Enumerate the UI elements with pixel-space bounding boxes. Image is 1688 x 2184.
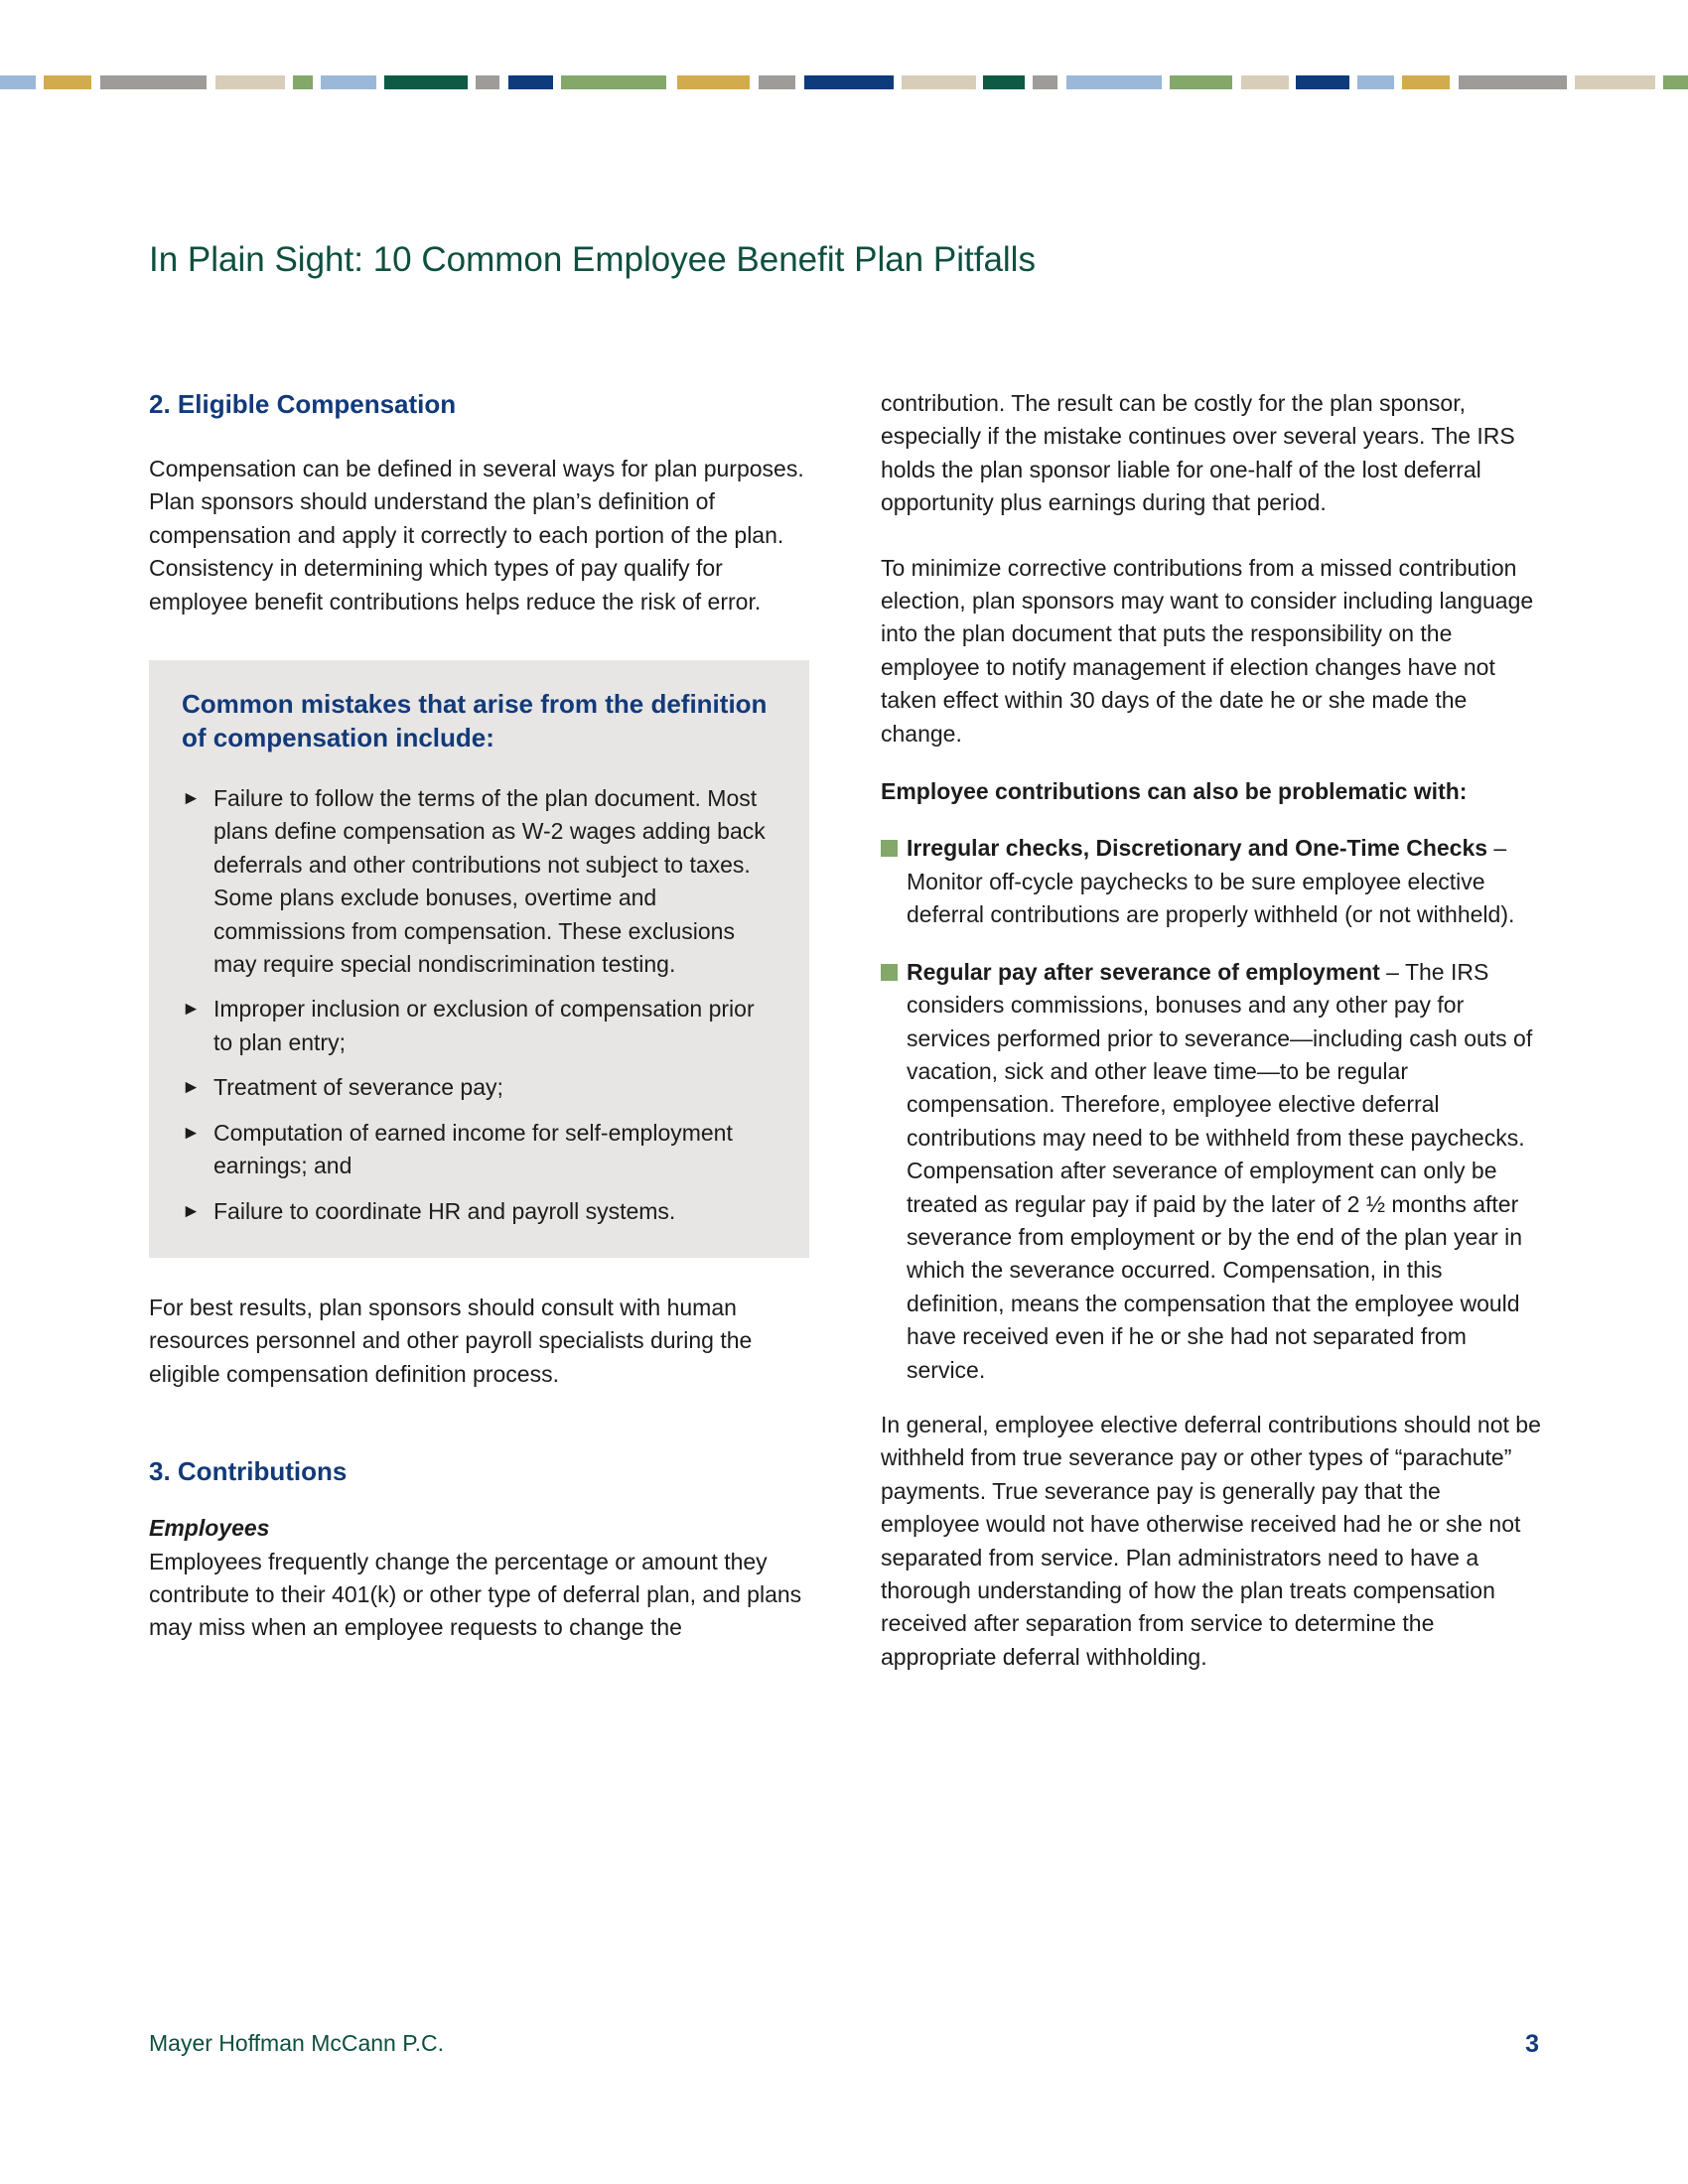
eligible-compensation-closing: For best results, plan sponsors should consult with human resources personnel and other payroll specialists during the eligible compensation definition process.	[149, 1294, 753, 1387]
list-item: ► Failure to follow the terms of the plan document. Most plans define compensation as W-2 wages adding back deferrals and other contributions not subject to taxes. Some plans exclude bonuses, overtime and commissions from compensation. These exclusions may require special nondiscrimination testing.	[182, 782, 776, 981]
employees-paragraph: Employees frequently change the percentage or amount they contribute to their 401(k) or other type of deferral plan, and plans may miss when an employee requests to change the	[149, 1548, 802, 1641]
list-item: ► Failure to coordinate HR and payroll systems.	[182, 1195, 776, 1228]
stripe-segment	[677, 75, 750, 89]
stripe-segment	[902, 75, 976, 89]
common-mistakes-callout	[149, 660, 809, 1258]
triangle-bullet-icon: ►	[182, 999, 201, 1021]
stripe-segment	[1357, 75, 1394, 89]
color-stripe-band	[0, 75, 1688, 89]
list-item: ► Treatment of severance pay;	[182, 1071, 776, 1104]
stripe-segment	[293, 75, 313, 89]
stripe-segment	[44, 75, 91, 89]
list-item: ► Improper inclusion or exclusion of compensation prior to plan entry;	[182, 993, 776, 1059]
stripe-segment	[561, 75, 666, 89]
section-heading-contributions: 3. Contributions	[149, 1456, 348, 1487]
employees-subheading: Employees	[149, 1515, 270, 1542]
problematic-heading: Employee contributions can also be problematic with:	[881, 778, 1468, 805]
stripe-segment	[321, 75, 376, 89]
eligible-compensation-intro: Compensation can be defined in several ways for plan purposes. Plan sponsors should understand the plan’s definition of compensation and apply it correctly to each portion of the plan. Consistency in determining which types of pay qualify for employee benefit contributions helps reduce the risk of error.	[149, 456, 804, 614]
list-item: Irregular checks, Discretionary and One-Time Checks – Monitor off-cycle paychecks to be sure employee elective deferral contributions are properly withheld (or not withheld).	[881, 832, 1541, 931]
triangle-bullet-icon: ►	[182, 788, 201, 810]
in-general-paragraph: In general, employee elective deferral contributions should not be withheld from true severance pay or other types of “parachute” payments. True severance pay is generally pay that the employee would not have otherwise received had he or she not separated from service. Plan administrators need to have a thorough understanding of how the plan treats compensation received after separation from service to determine the appropriate deferral withholding.	[881, 1411, 1541, 1670]
list-item: Regular pay after severance of employment – The IRS considers commissions, bonuses and any other pay for services performed prior to severance—including cash outs of vacation, sick and other leave time—to be regular compensation. Therefore, employee elective deferral contributions may need to be withheld from these paychecks. Compensation after severance of employment can only be treated as regular pay if paid by the later of 2 ½ months after severance from employment or by the end of the plan year in which the severance occurred. Compensation, in this definition, means the compensation that the employee would have received even if he or she had not separated from service.	[881, 956, 1541, 1387]
problematic-list	[881, 832, 1541, 1387]
stripe-segment	[1402, 75, 1450, 89]
stripe-segment	[1033, 75, 1057, 89]
page-title: In Plain Sight: 10 Common Employee Benefit Plan Pitfalls	[149, 240, 1036, 279]
triangle-bullet-icon: ►	[182, 1200, 201, 1222]
stripe-segment	[0, 75, 36, 89]
list-item: ► Computation of earned income for self-employment earnings; and	[182, 1117, 776, 1183]
footer-company-name: Mayer Hoffman McCann P.C.	[149, 2030, 444, 2056]
common-mistakes-list	[182, 782, 776, 1228]
minimize-corrective-paragraph: To minimize corrective contributions from a missed contribution election, plan sponsors may want to consider including language into the plan document that puts the responsibility on the employee to notify management if election changes have not taken effect within 30 days of the date he or she made the change.	[881, 554, 1534, 747]
stripe-segment	[508, 75, 553, 89]
stripe-segment	[1575, 75, 1655, 89]
triangle-bullet-icon: ►	[182, 1122, 201, 1144]
stripe-segment	[100, 75, 207, 89]
stripe-segment	[804, 75, 894, 89]
stripe-segment	[1241, 75, 1289, 89]
stripe-segment	[1296, 75, 1349, 89]
stripe-segment	[1066, 75, 1162, 89]
triangle-bullet-icon: ►	[182, 1077, 201, 1099]
section-heading-eligible-compensation: 2. Eligible Compensation	[149, 389, 457, 419]
callout-heading: Common mistakes that arise from the definition of compensation include:	[182, 689, 768, 752]
stripe-segment	[1170, 75, 1232, 89]
stripe-segment	[476, 75, 499, 89]
stripe-segment	[384, 75, 468, 89]
contribution-continued-paragraph: contribution. The result can be costly for the plan sponsor, especially if the mistake continues over several years. The IRS holds the plan sponsor liable for one-half of the lost deferral opportunity plus earnings during that period.	[881, 390, 1515, 516]
stripe-segment	[1459, 75, 1567, 89]
stripe-segment	[215, 75, 285, 89]
green-square-bullet-icon	[881, 840, 898, 857]
right-column	[881, 387, 1541, 1674]
stripe-segment	[1663, 75, 1688, 89]
stripe-segment	[983, 75, 1025, 89]
stripe-segment	[759, 75, 795, 89]
left-column	[149, 387, 809, 1645]
green-square-bullet-icon	[881, 964, 898, 981]
footer-page-number: 3	[1525, 2030, 1539, 2058]
